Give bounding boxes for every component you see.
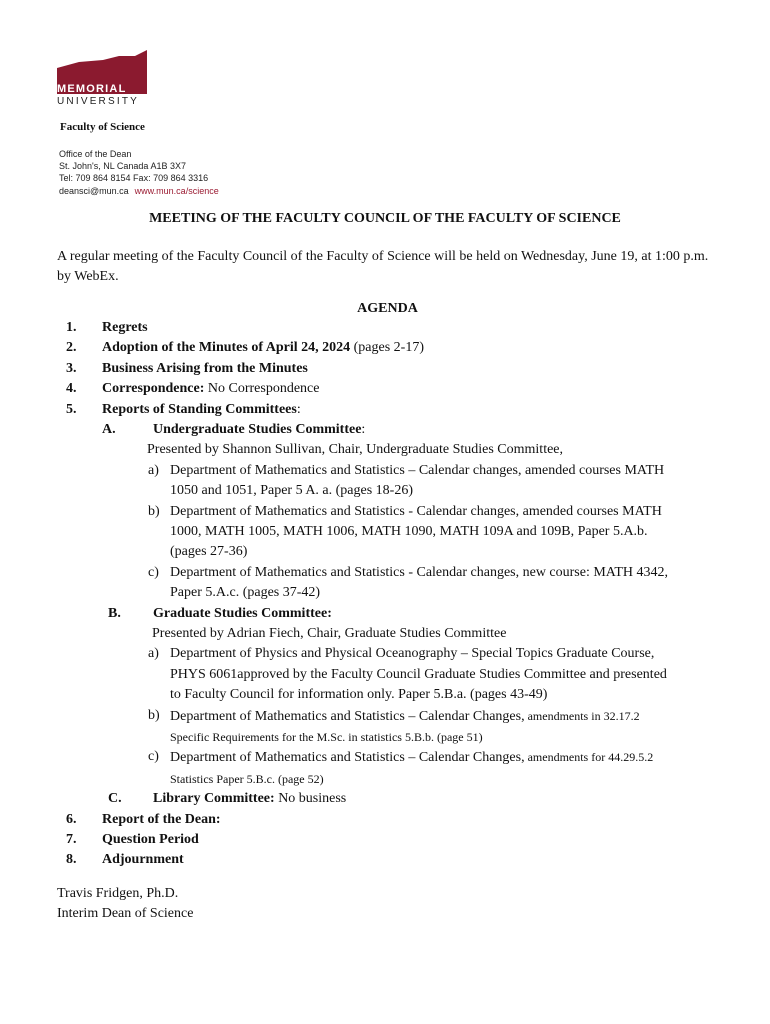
agenda-heading: AGENDA (357, 301, 418, 316)
section-detail: No business (274, 791, 347, 807)
agenda-item (0, 318, 770, 338)
agenda-item-number: 5. (66, 401, 77, 417)
committee-section-b (0, 604, 770, 624)
sub-item-label: a) (148, 462, 159, 478)
agenda-item-title: Regrets (102, 320, 148, 335)
sub-item (0, 706, 710, 748)
agenda-item-detail: No Correspondence (204, 381, 320, 397)
sub-item-line: Department of Mathematics and Statistics – Calendar Changes, (170, 750, 525, 766)
section-name: Library Committee: (153, 791, 275, 807)
agenda-list (0, 318, 770, 871)
sub-item-label: b) (148, 707, 160, 723)
section-name: Undergraduate Studies Committee (153, 421, 362, 437)
agenda-item (0, 830, 770, 850)
agenda-item-title: Correspondence: (102, 381, 205, 397)
sub-item-line: (pages 27-36) (170, 544, 248, 560)
sub-item-line-small: amendments for 44.29.5.2 (524, 750, 654, 765)
agenda-item-number: 6. (66, 811, 77, 827)
agenda-item-title: Adjournment (102, 852, 184, 868)
agenda-item-detail: (pages 2-17) (350, 340, 424, 356)
agenda-item (0, 338, 770, 358)
agenda-item (0, 850, 770, 870)
agenda-item-title: Adoption of the Minutes of April 24, 2024 (102, 340, 351, 356)
meeting-intro: A regular meeting of the Faculty Council of the Faculty of Science will be held on Wednesday, June 19, at 1:00 p.m. by WebEx. (57, 249, 709, 284)
committee-section-a (0, 420, 770, 440)
signatory-name: Travis Fridgen, Ph.D. (57, 886, 179, 901)
office-email[interactable]: deansci@mun.ca (59, 185, 129, 196)
agenda-item-title: Question Period (102, 831, 199, 847)
agenda-item (0, 810, 770, 830)
sub-item-line: PHYS 6061approved by the Faculty Council Graduate Studies Committee and presented (170, 666, 667, 682)
section-presenter: Presented by Adrian Fiech, Chair, Graduate Studies Committee (152, 625, 507, 641)
agenda-item (0, 359, 770, 379)
sub-item-line: Specific Requirements for the M.Sc. in statistics 5.B.b. (page 51) (170, 729, 483, 744)
agenda-item-title: Business Arising from the Minutes (102, 360, 308, 376)
meeting-title: MEETING OF THE FACULTY COUNCIL OF THE FACULTY OF SCIENCE (149, 211, 621, 226)
office-website[interactable]: www.mun.ca/science (134, 185, 219, 196)
sub-item (0, 502, 710, 563)
agenda-item-number: 2. (66, 340, 77, 356)
sub-item-line: Statistics Paper 5.B.c. (page 52) (170, 771, 324, 786)
sub-item (0, 644, 710, 705)
sub-item (0, 563, 710, 604)
sub-item-line: 1050 and 1051, Paper 5 A. a. (pages 18-26) (170, 483, 414, 499)
section-presenter: Presented by Shannon Sullivan, Chair, Undergraduate Studies Committee, (147, 442, 564, 458)
section-letter: C. (108, 791, 122, 807)
sub-item-label: c) (148, 564, 159, 580)
agenda-item (0, 379, 770, 399)
agenda-item-number: 4. (66, 381, 77, 397)
agenda-item-title: Reports of Standing Committees (102, 401, 297, 417)
sub-item-line: Department of Mathematics and Statistics - Calendar changes, amended courses MATH (170, 503, 662, 519)
agenda-item-title: Report of the Dean: (102, 811, 221, 827)
sub-item-line: Department of Mathematics and Statistics - Calendar changes, new course: MATH 4342, (170, 564, 669, 580)
agenda-item-number: 7. (66, 831, 77, 847)
office-name: Office of the Dean (59, 149, 132, 159)
logo-memorial-text: MEMORIAL (57, 83, 127, 95)
agenda-item (0, 400, 770, 420)
sub-item-label: a) (148, 646, 159, 662)
office-address: St. John's, NL Canada A1B 3X7 (59, 161, 186, 172)
section-letter: A. (102, 421, 116, 437)
agenda-item-detail: : (296, 401, 301, 417)
sub-item-line: Department of Mathematics and Statistics – Calendar changes, amended courses MATH (170, 462, 665, 478)
committee-section-c (0, 789, 770, 809)
section-name: Graduate Studies Committee: (153, 605, 332, 621)
sub-item-line: Department of Mathematics and Statistics – Calendar Changes, (170, 708, 525, 724)
sub-item-line: Paper 5.A.c. (pages 37-42) (170, 585, 321, 601)
signature-block (57, 884, 193, 924)
sub-item (0, 747, 710, 789)
agenda-item-number: 1. (66, 320, 77, 335)
agenda-item-number: 3. (66, 360, 77, 376)
memorial-university-logo (57, 50, 149, 108)
logo-university-text: UNIVERSITY (57, 96, 140, 107)
office-phone: Tel: 709 864 8154 Fax: 709 864 3316 (59, 173, 209, 184)
sub-item-line: 1000, MATH 1005, MATH 1006, MATH 1090, MATH 109A and 109B, Paper 5.A.b. (170, 523, 648, 539)
agenda-item-number: 8. (66, 852, 77, 868)
sub-item-label: c) (148, 749, 159, 765)
office-contact-block (59, 148, 219, 197)
section-letter: B. (108, 605, 121, 621)
sub-item-line-small: amendments in 32.17.2 (524, 708, 640, 723)
sub-item-line: Department of Physics and Physical Oceanography – Special Topics Graduate Course, (170, 646, 655, 662)
sub-item-line: to Faculty Council for information only. Paper 5.B.a. (pages 43-49) (170, 687, 548, 703)
faculty-name: Faculty of Science (60, 121, 145, 133)
sub-item-label: b) (148, 503, 160, 519)
signatory-title: Interim Dean of Science (57, 906, 194, 921)
sub-item (0, 461, 710, 502)
section-name-suffix: : (361, 421, 366, 437)
